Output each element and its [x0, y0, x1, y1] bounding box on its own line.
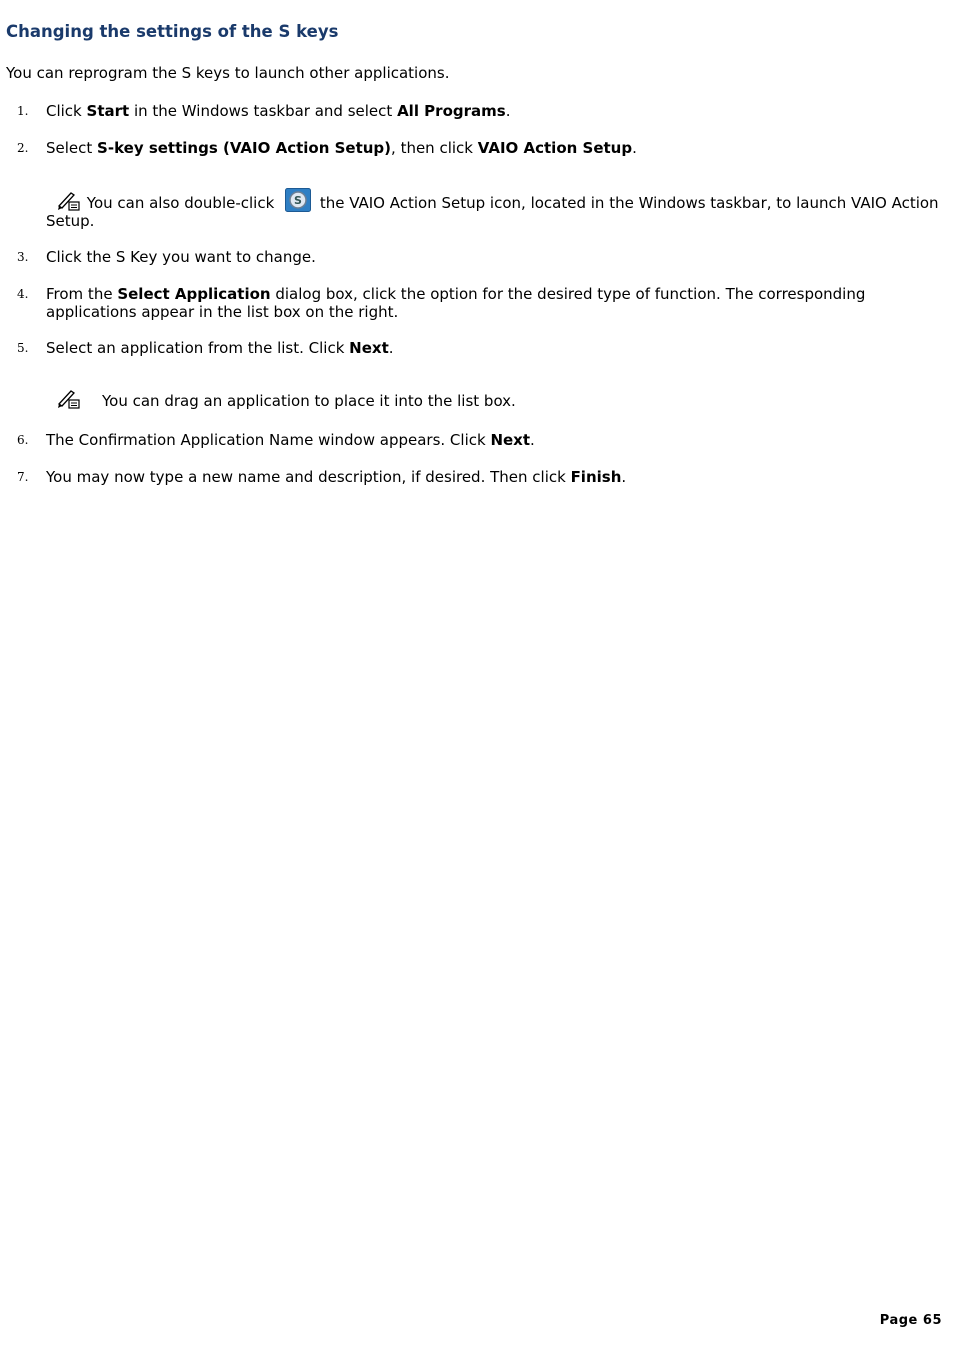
- step-3: Click the S Key you want to change.: [46, 248, 316, 266]
- step-number: 5.: [17, 341, 29, 355]
- step-4: From the Select Application dialog box, click the option for the desired type of function. The corresponding applications appear in the list box on the right.: [46, 285, 866, 321]
- note-1: You can also double-click S the VAIO Action Setup icon, located in the Windows taskbar, to launch VAIO Action Setup.: [46, 188, 941, 230]
- step-number: 4.: [17, 287, 29, 301]
- step-1: Click Start in the Windows taskbar and select All Programs.: [46, 102, 511, 120]
- step-number: 2.: [17, 141, 29, 155]
- page-title: Changing the settings of the S keys: [6, 22, 339, 41]
- page-number: Page 65: [879, 1313, 942, 1328]
- vaio-action-setup-icon: [285, 188, 311, 212]
- note-pencil-icon: [56, 388, 82, 410]
- step-number: 1.: [17, 104, 29, 118]
- step-2: Select S-key settings (VAIO Action Setup), then click VAIO Action Setup.: [46, 139, 637, 157]
- step-number: 7.: [17, 470, 29, 484]
- note-2: You can drag an application to place it into the list box.: [46, 388, 941, 410]
- step-7: You may now type a new name and description, if desired. Then click Finish.: [46, 468, 627, 486]
- step-5: Select an application from the list. Click Next.: [46, 339, 394, 357]
- step-number: 3.: [17, 250, 29, 264]
- step-number: 6.: [17, 433, 29, 447]
- svg-text:S: S: [294, 194, 303, 207]
- step-6: The Confirmation Application Name window appears. Click Next.: [46, 431, 535, 449]
- intro-text: You can reprogram the S keys to launch other applications.: [6, 64, 450, 82]
- note-pencil-icon: [56, 190, 82, 212]
